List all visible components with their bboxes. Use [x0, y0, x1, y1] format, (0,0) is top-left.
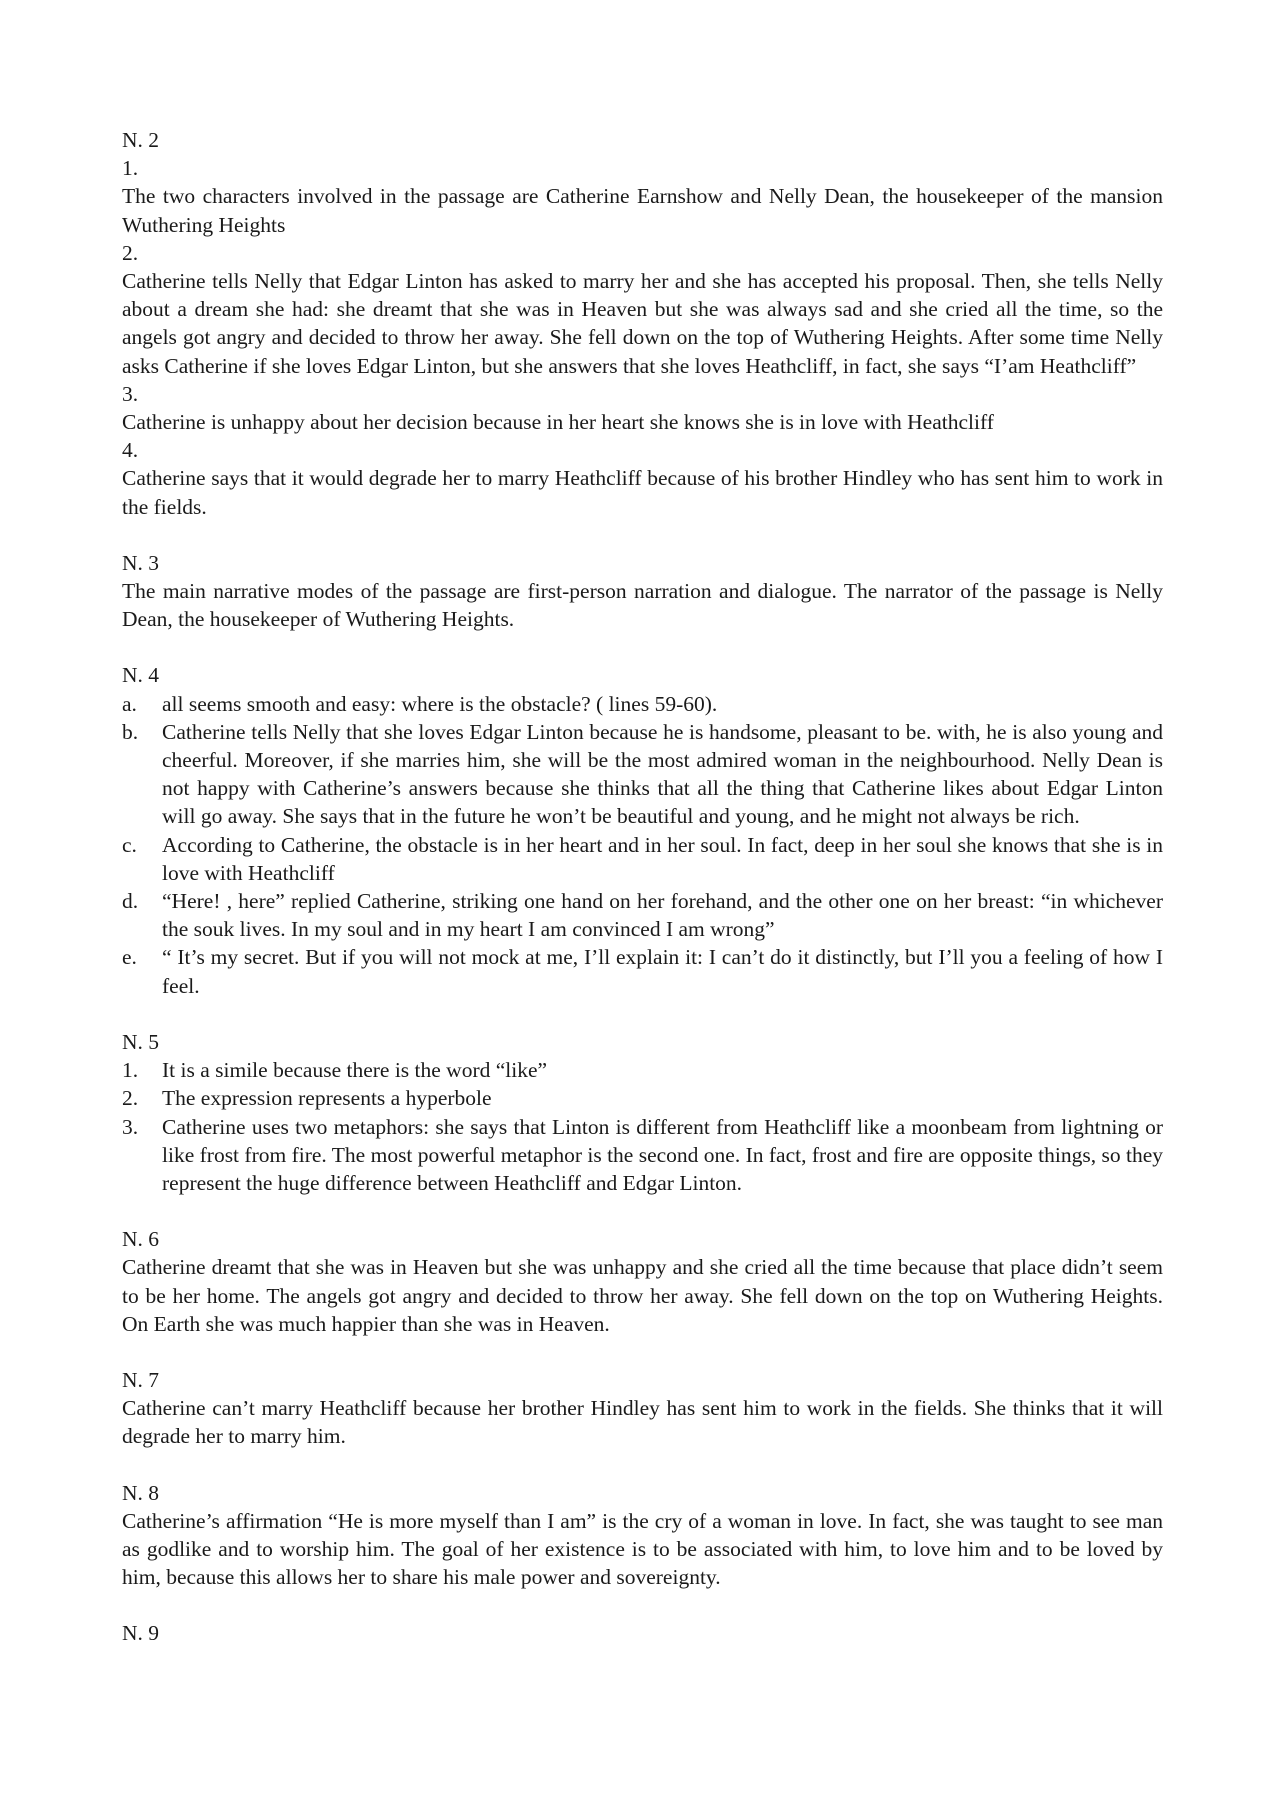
- section-heading: N. 2: [122, 128, 160, 152]
- list-item-text: The expression represents a hyperbole: [162, 1086, 492, 1111]
- question-number: 2.: [122, 240, 139, 265]
- section-n3: [122, 549, 1163, 634]
- spacer: [122, 1451, 1163, 1479]
- spacer: [122, 521, 1163, 549]
- answer-paragraph: Catherine dreamt that she was in Heaven but she was unhappy and she cried all the time because that place didn’t seem to be her home. The angels got angry and decided to throw her away. She fell down on the top on Wuthering Heights. On Earth she was much happier than she was in Heaven.: [122, 1255, 1163, 1336]
- list-item: [122, 690, 1163, 718]
- list-item: [122, 831, 1163, 887]
- section-heading: N. 3: [122, 550, 160, 575]
- section-heading: N. 8: [122, 1480, 160, 1505]
- list-item: [122, 943, 1163, 999]
- section-n6: [122, 1225, 1163, 1338]
- section-n8: [122, 1479, 1163, 1592]
- section-heading: N. 4: [122, 663, 160, 688]
- section-heading: N. 6: [122, 1227, 160, 1252]
- lettered-list: [122, 690, 1163, 1000]
- list-item-text: Catherine uses two metaphors: she says that Linton is different from Heathcliff like a moonbeam from lightning or like frost from fire. The most powerful metaphor is the second one. In fact, frost and fire are opposite things, so they represent the huge difference between Heathcliff and Edgar Linton.: [162, 1114, 1163, 1195]
- section-heading: N. 9: [122, 1621, 160, 1646]
- list-item-text: It is a simile because there is the word “like”: [162, 1058, 548, 1083]
- list-item-text: “ It’s my secret. But if you will not mock at me, I’ll explain it: I can’t do it distinctly, but I’ll you a feeling of how I feel.: [162, 945, 1163, 998]
- spacer: [122, 633, 1163, 661]
- list-item: [122, 1084, 1163, 1112]
- list-item-text: Catherine tells Nelly that she loves Edgar Linton because he is handsome, pleasant to be. with, he is also young and cheerful. Moreover, if she marries him, she will be the most admired woman in the neighbourhood. Nelly Dean is not happy with Catherine’s answers because she thinks that all the thing that Catherine likes about Edgar Linton will go away. She says that in the future he won’t be beautiful and young, and he might not always be rich.: [162, 719, 1163, 829]
- section-n7: [122, 1366, 1163, 1451]
- answer-paragraph: Catherine is unhappy about her decision because in her heart she knows she is in love with Heathcliff: [122, 410, 994, 435]
- spacer: [122, 1197, 1163, 1225]
- answer-paragraph: Catherine can’t marry Heathcliff because her brother Hindley has sent him to work in the fields. She thinks that it will degrade her to marry him.: [122, 1396, 1163, 1449]
- list-marker: a.: [122, 691, 137, 716]
- question-number: 1.: [122, 156, 139, 181]
- list-item-text: all seems smooth and easy: where is the obstacle? ( lines 59-60).: [162, 691, 718, 716]
- answer-paragraph: Catherine says that it would degrade her to marry Heathcliff because of his brother Hindley who has sent him to work in the fields.: [122, 466, 1163, 519]
- list-marker: 1.: [122, 1058, 139, 1083]
- list-item: [122, 1113, 1163, 1198]
- section-n4: [122, 661, 1163, 999]
- section-n5: [122, 1028, 1163, 1197]
- section-n9: [122, 1619, 1163, 1647]
- answer-paragraph: Catherine’s affirmation “He is more myself than I am” is the cry of a woman in love. In fact, she was taught to see man as godlike and to worship him. The goal of her existence is to be associated with him, to love him and to be loved by him, because this allows her to share his male power and sovereignty.: [122, 1508, 1163, 1590]
- section-n2: [122, 126, 1163, 521]
- list-marker: c.: [122, 832, 137, 857]
- spacer: [122, 1338, 1163, 1366]
- list-marker: 2.: [122, 1086, 139, 1111]
- list-item: [122, 887, 1163, 943]
- answer-paragraph: Catherine tells Nelly that Edgar Linton has asked to marry her and she has accepted his proposal. Then, she tells Nelly about a dream she had: she dreamt that she was in Heaven but she was always sad and she cried all the time, so the angels got angry and decided to throw her away. She fell down on the top of Wuthering Heights. After some time Nelly asks Catherine if she loves Edgar Linton, but she answers that she loves Heathcliff, in fact, she says “I’am Heathcliff”: [122, 269, 1163, 378]
- list-marker: e.: [122, 945, 137, 970]
- spacer: [122, 1591, 1163, 1619]
- list-marker: d.: [122, 889, 139, 914]
- spacer: [122, 1000, 1163, 1028]
- list-item: [122, 1056, 1163, 1084]
- list-marker: 3.: [122, 1114, 139, 1139]
- list-item: [122, 718, 1163, 831]
- section-heading: N. 5: [122, 1029, 160, 1054]
- answer-paragraph: The two characters involved in the passage are Catherine Earnshow and Nelly Dean, the housekeeper of the mansion Wuthering Heights: [122, 184, 1163, 237]
- list-marker: b.: [122, 719, 139, 744]
- section-heading: N. 7: [122, 1367, 160, 1392]
- list-item-text: According to Catherine, the obstacle is in her heart and in her soul. In fact, deep in her soul she knows that she is in love with Heathcliff: [162, 832, 1163, 885]
- answer-paragraph: The main narrative modes of the passage are first-person narration and dialogue. The narrator of the passage is Nelly Dean, the housekeeper of Wuthering Heights.: [122, 579, 1163, 632]
- question-number: 3.: [122, 381, 139, 406]
- numbered-list: [122, 1056, 1163, 1197]
- question-number: 4.: [122, 438, 139, 463]
- list-item-text: “Here! , here” replied Catherine, striking one hand on her forehand, and the other one on her breast: “in whichever the souk lives. In my soul and in my heart I am convinced I am wrong”: [162, 889, 1163, 942]
